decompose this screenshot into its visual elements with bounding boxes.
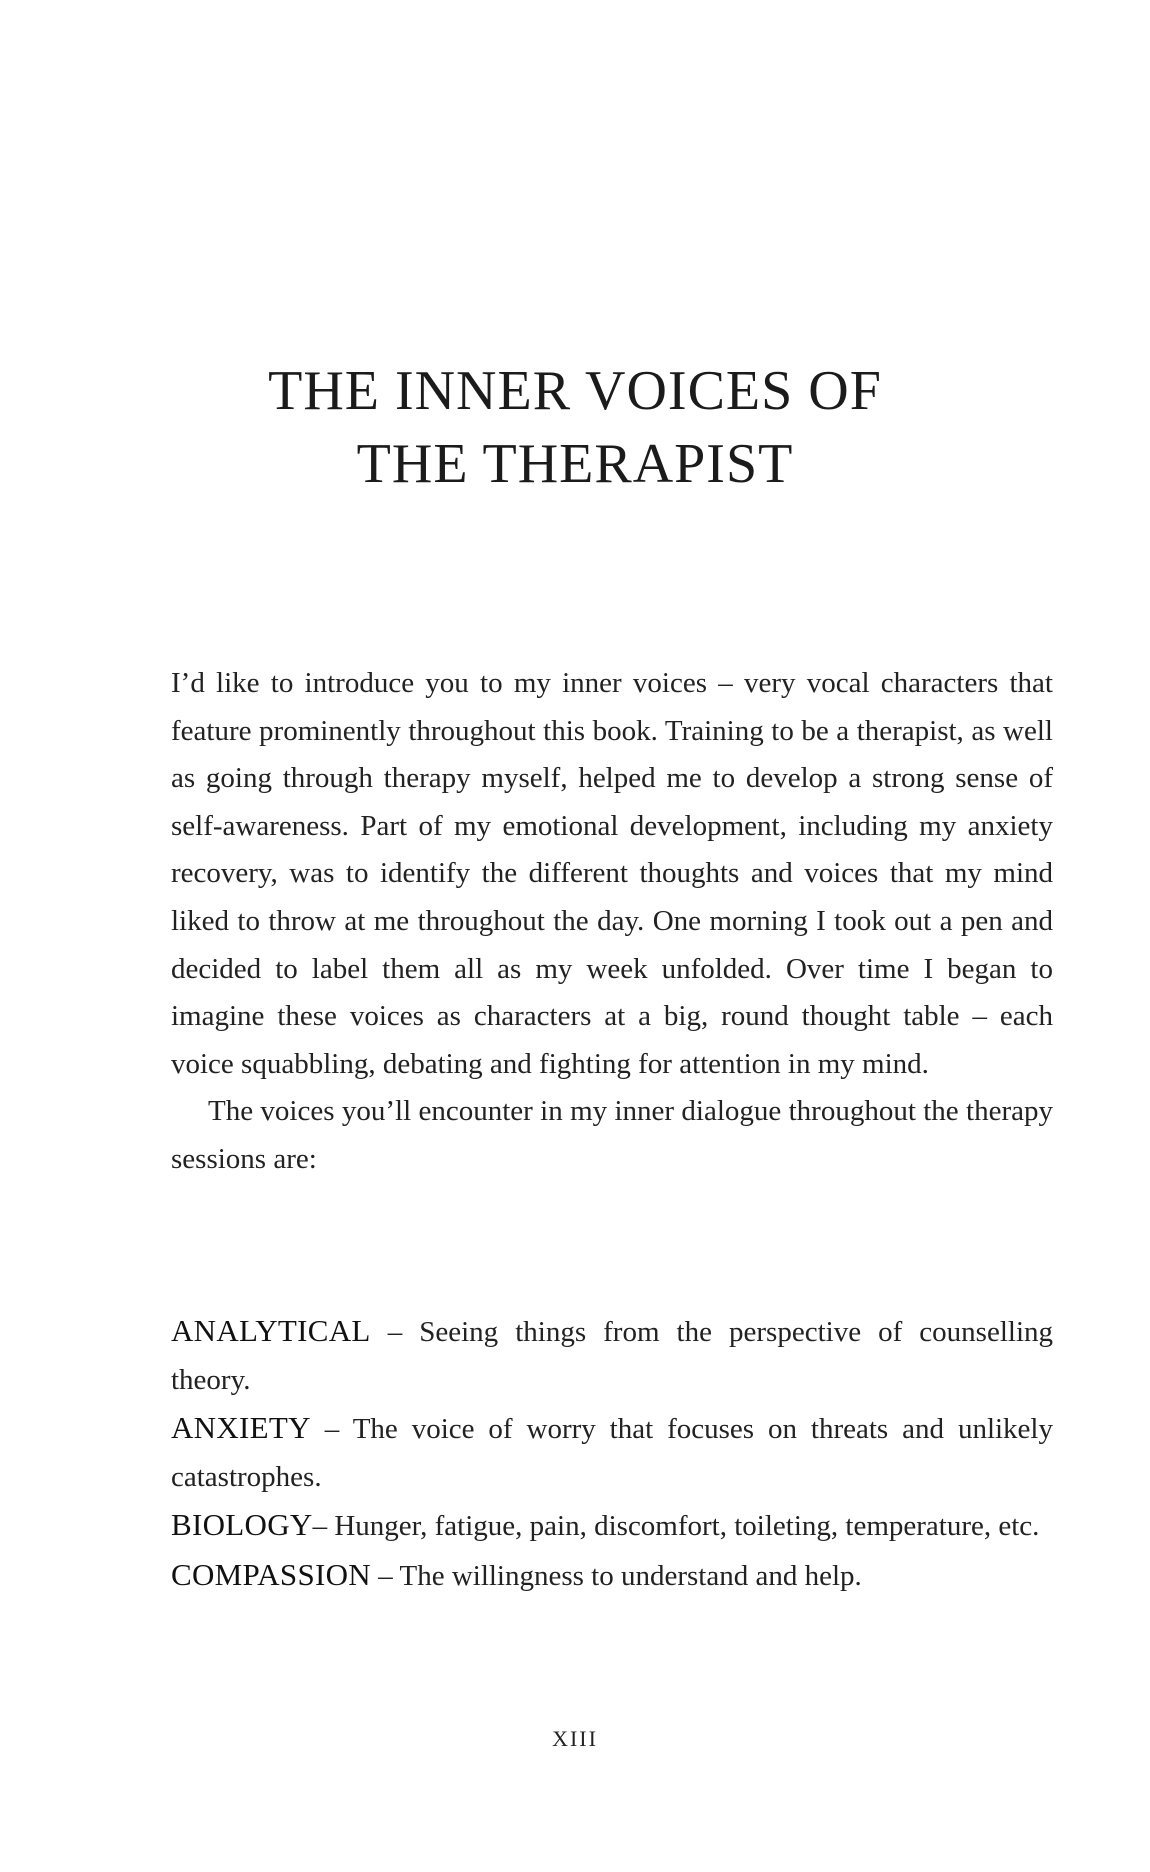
body-text bbox=[171, 660, 1053, 1184]
voice-entry-biology bbox=[171, 1501, 1053, 1551]
voice-term: BIOLOGY bbox=[171, 1507, 313, 1543]
voice-term: ANALYTICAL bbox=[171, 1313, 371, 1348]
voice-term: ANXIETY bbox=[171, 1410, 311, 1446]
voice-entry-compassion bbox=[171, 1551, 1053, 1601]
voice-entry-analytical bbox=[171, 1307, 1053, 1404]
voices-list bbox=[171, 1307, 1053, 1601]
voice-separator: – bbox=[310, 1413, 353, 1446]
page-number: XIII bbox=[552, 1726, 598, 1751]
chapter-title bbox=[0, 355, 1150, 501]
voice-entry-anxiety bbox=[171, 1404, 1053, 1501]
voice-definition: The willingness to understand and help. bbox=[399, 1559, 862, 1592]
voice-separator: – bbox=[371, 1559, 400, 1592]
voice-definition: Hunger, fatigue, pain, discomfort, toileting, temperature, etc. bbox=[334, 1510, 1040, 1543]
chapter-title-line-1: THE INNER VOICES OF bbox=[268, 360, 882, 422]
voice-separator: – bbox=[370, 1316, 420, 1348]
voice-term: COMPASSION bbox=[171, 1556, 371, 1592]
voice-definition: The voice of worry that focuses on threats and unlikely catastrophes. bbox=[171, 1413, 1053, 1493]
paragraph: I’d like to introduce you to my inner voices – very vocal characters that feature prominently throughout this book. Training to be a therapist, as well as going through therapy myself, helped me to develop a strong sense of self-awareness. Part of my emotional development, including my anxiety recovery, was to identify the different thoughts and voices that my mind liked to throw at me throughout the day. One morning I took out a pen and decided to label them all as my week unfolded. Over time I began to imagine these voices as characters at a big, round thought table – each voice squabbling, debating and fighting for attention in my mind. bbox=[171, 667, 1053, 1080]
paragraph: The voices you’ll encounter in my inner dialogue throughout the therapy sessions are: bbox=[171, 1095, 1053, 1175]
voice-separator: – bbox=[312, 1510, 335, 1543]
chapter-title-line-2: THE THERAPIST bbox=[356, 433, 794, 495]
voice-definition: Seeing things from the perspective of counselling theory. bbox=[171, 1316, 1053, 1396]
